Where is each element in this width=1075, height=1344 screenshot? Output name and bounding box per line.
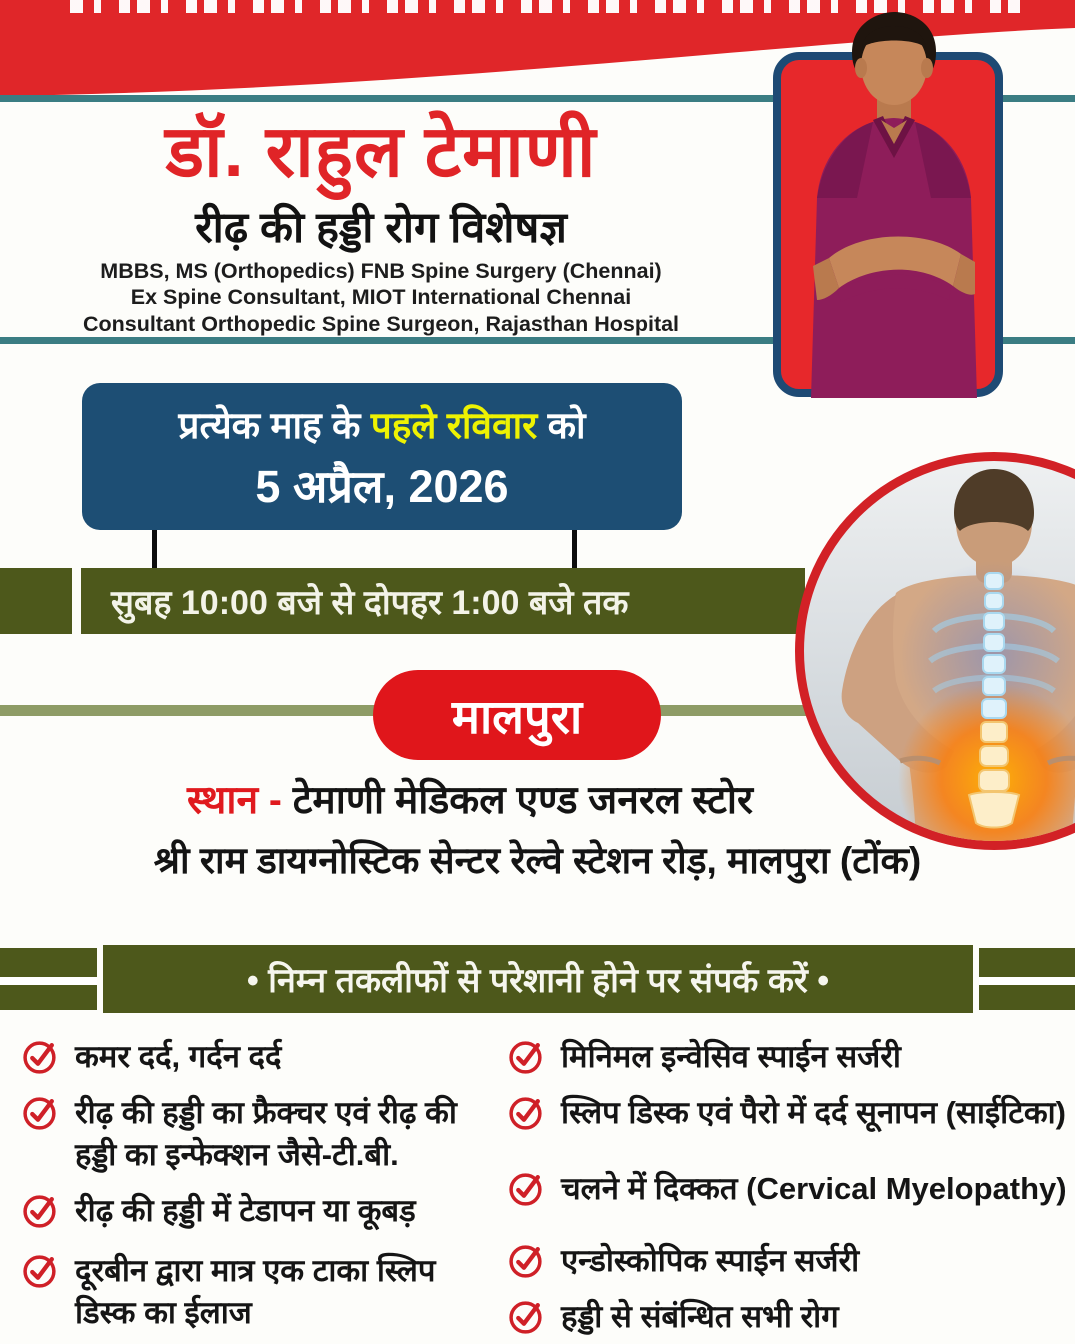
condition-text: रीढ़ की हड्डी का फ्रैक्चर एवं रीढ़ की हड्डी का इन्फेक्शन जैसे-टी.बी. [75, 1095, 457, 1173]
check-icon [508, 1038, 545, 1075]
connector-line-right [572, 529, 577, 569]
check-icon [22, 1252, 59, 1289]
list-item [22, 1250, 492, 1334]
credentials-line-1: MBBS, MS (Orthopedics) FNB Spine Surgery (Chennai) [100, 259, 662, 283]
condition-text: दूरबीन द्वारा मात्र एक टाका स्लिप डिस्क का ईलाज [75, 1253, 436, 1331]
schedule-box [82, 383, 682, 530]
doctor-credentials [0, 258, 762, 337]
check-icon [508, 1094, 545, 1131]
check-icon [508, 1242, 545, 1279]
check-icon [22, 1038, 59, 1075]
check-icon [508, 1298, 545, 1335]
time-bar-left-stub [0, 568, 72, 634]
check-icon [508, 1170, 545, 1207]
condition-text: एन्डोस्कोपिक स्पाईन सर्जरी [561, 1243, 860, 1278]
credentials-line-2: Ex Spine Consultant, MIOT International Chennai [130, 285, 632, 310]
doctor-portrait-illustration [777, 8, 1011, 398]
venue-label: स्थान - [187, 779, 293, 822]
venue-address: श्री राम डायग्नोस्टिक सेन्टर रेल्वे स्टेशन रोड़, मालपुरा (टोंक) [153, 840, 922, 881]
condition-text: स्लिप डिस्क एवं पैरो में दर्द सूनापन (साईटिका) [561, 1095, 1066, 1130]
credentials-line-3: Consultant Orthopedic Spine Surgeon, Rajasthan Hospital [82, 311, 680, 336]
list-item [508, 1240, 1068, 1282]
recurrence-suffix: को [537, 404, 586, 446]
schedule-date: 5 अप्रैल, 2026 [255, 460, 509, 512]
list-item [22, 1092, 492, 1176]
city-name: मालपुरा [451, 690, 583, 743]
conditions-heading: • निम्न तकलीफों से परेशानी होने पर संपर्क करें • [103, 945, 973, 1013]
venue-name: टेमाणी मेडिकल एण्ड जनरल स्टोर [292, 779, 753, 822]
connector-line-left [152, 529, 157, 569]
recurrence-prefix: प्रत्येक माह के [178, 404, 371, 446]
condition-text: कमर दर्द, गर्दन दर्द [75, 1039, 282, 1074]
list-item [22, 1190, 492, 1232]
condition-text: मिनिमल इन्वेसिव स्पाईन सर्जरी [561, 1039, 901, 1074]
condition-text: चलने में दिक्कत (Cervical Myelopathy) [561, 1171, 1067, 1206]
list-item [508, 1036, 1068, 1078]
list-item [508, 1092, 1068, 1134]
check-icon [22, 1192, 59, 1229]
ribbon-right-tab [979, 948, 1075, 1010]
condition-text: रीढ़ की हड्डी में टेडापन या कूबड़ [75, 1193, 416, 1228]
recurrence-highlight: पहले रविवार [370, 404, 538, 446]
check-icon [22, 1094, 59, 1131]
schedule-time: सुबह 10:00 बजे से दोपहर 1:00 बजे तक [111, 584, 629, 622]
ribbon-left-tab [0, 948, 97, 1010]
city-pill [373, 670, 661, 760]
doctor-specialty: रीढ़ की हड्डी रोग विशेषज्ञ [195, 204, 567, 252]
doctor-name: डॉ. राहुल टेमाणी [165, 112, 597, 192]
condition-text: हड्डी से संबंन्धित सभी रोग [561, 1299, 839, 1334]
venue-line [40, 772, 900, 825]
schedule-recurrence [178, 398, 585, 449]
list-item [508, 1168, 1068, 1210]
doctor-photo [773, 52, 1003, 397]
time-bar [81, 568, 805, 634]
list-item [22, 1036, 492, 1078]
list-item [508, 1296, 1068, 1338]
